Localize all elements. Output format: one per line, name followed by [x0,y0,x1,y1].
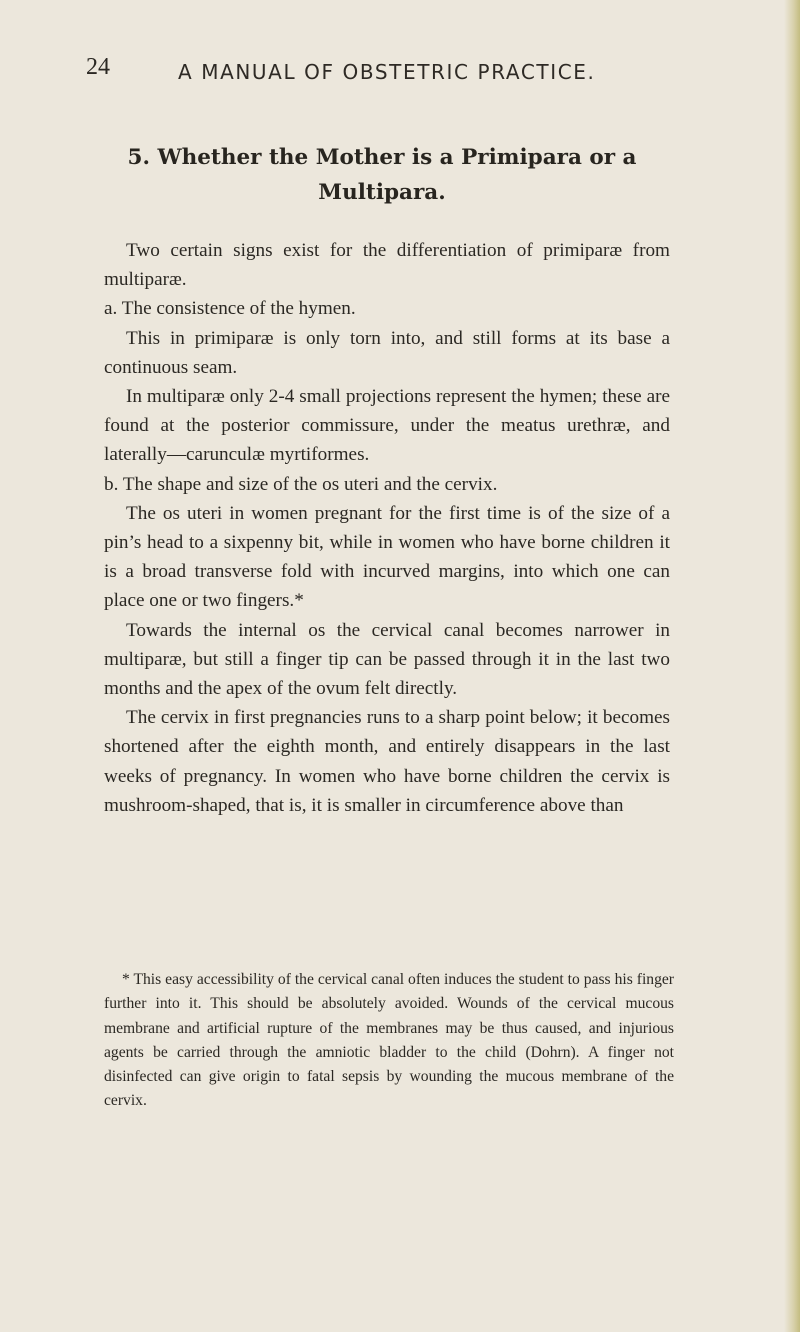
running-head: A MANUAL OF OBSTETRIC PRACTICE. [178,60,596,84]
paragraph: a. The consistence of the hymen. [104,298,356,320]
paragraph: The os uteri in women pregnant for the first time is of the size of a pin’s head to a sixpenny bit, while in women who have borne children it is a broad transverse fold with incurved margins, into which one can place one or two fingers.* [104,502,670,612]
page-number: 24 [86,54,110,80]
body-text [104,236,670,820]
paragraph: This in primiparæ is only torn into, and still forms at its base a continuous seam. [104,327,670,378]
paragraph: In multiparæ only 2-4 small projections represent the hymen; these are found at the posterior commissure, under the meatus urethræ, and laterally—carunculæ myrtiformes. [104,386,670,466]
section-title: 5. Whether the Mother is a Primipara or a Multipara. [127,145,637,205]
paragraph: Two certain signs exist for the differentiation of primiparæ from multiparæ. [104,240,670,291]
footnote: * This easy accessibility of the cervical canal often induces the student to pass his finger further into it. This should be absolutely avoided. Wounds of the cervical mucous membrane and artificial rupture of the membranes may be thus caused, and injurious agents be carried through the amniotic bladder to the child (Dohrn). A finger not disinfected can give origin to fatal sepsis by wounding the mucous membrane of the cervix. [104,971,674,1110]
paragraph: Towards the internal os the cervical canal becomes narrower in multiparæ, but still a finger tip can be passed through it in the last two months and the apex of the ovum felt directly. [104,619,670,700]
paragraph: b. The shape and size of the os uteri and the cervix. [104,473,498,495]
page-header [0,52,800,92]
paragraph: The cervix in first pregnancies runs to a sharp point below; it becomes shortened after the eighth month, and entirely disappears in the last weeks of pregnancy. In women who have borne children the cervix is mushroom-shaped, that is, it is smaller in circumference above than [104,707,670,816]
page-edge-shadow [784,0,800,1332]
